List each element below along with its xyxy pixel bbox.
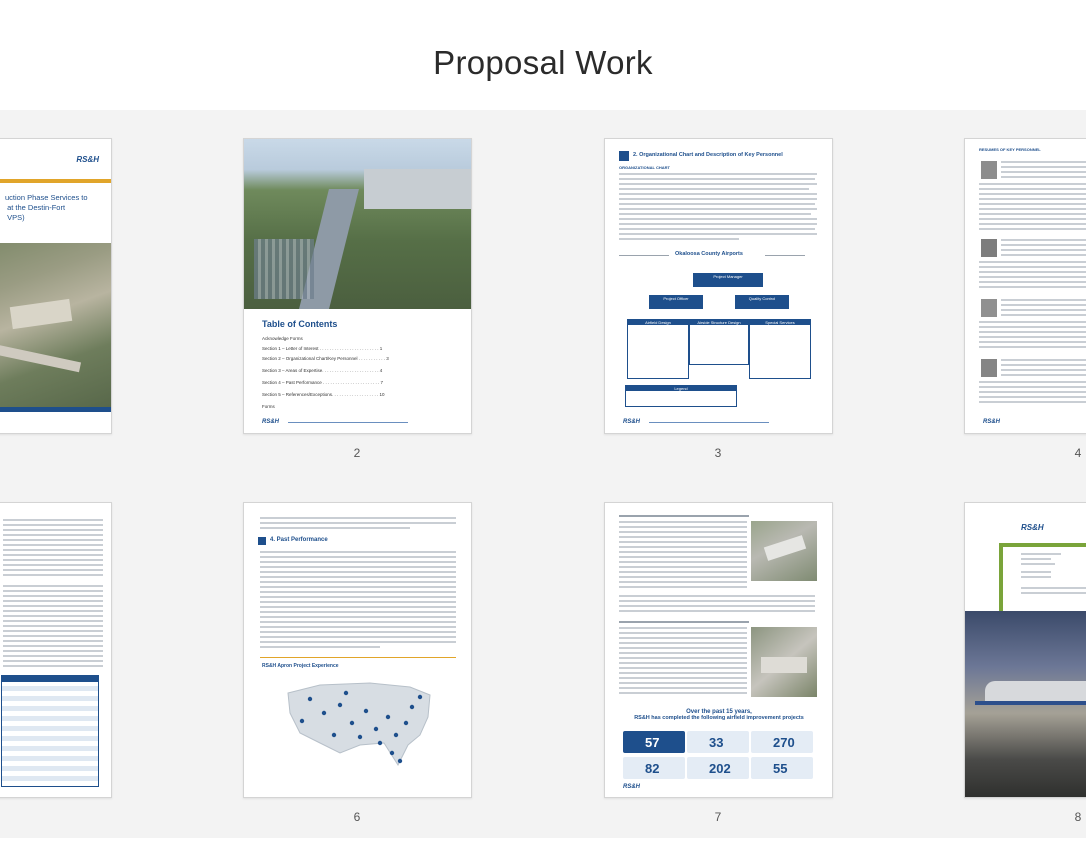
org-legend: Legend bbox=[625, 385, 737, 407]
stat-tile: 270 bbox=[751, 731, 813, 753]
page-number: 8 bbox=[1074, 810, 1082, 824]
page-thumbnail-4[interactable] bbox=[964, 138, 1086, 434]
page-title: Proposal Work bbox=[433, 44, 653, 81]
resume-heading: RESUMES OF KEY PERSONNEL bbox=[979, 147, 1041, 152]
section-heading: 2. Organizational Chart and Description of Key Personnel bbox=[633, 152, 783, 158]
brand-logo: RS&H bbox=[76, 155, 99, 164]
org-chart-title: Okaloosa County Airports bbox=[675, 251, 743, 257]
data-table bbox=[1, 675, 99, 787]
us-map-image bbox=[280, 673, 440, 773]
page-number: 7 bbox=[714, 810, 722, 824]
toc-item: Section 3 – Areas of Expertise. . . . . . . . . . . . . . . . . . . . . . . 4 bbox=[262, 368, 383, 373]
section-icon bbox=[619, 151, 629, 161]
section-icon bbox=[258, 537, 266, 545]
page-thumbnail-6[interactable] bbox=[243, 502, 472, 798]
toc-item: Section 5 – References/Exceptions. . . . . . . . . . . . . . . . . . . 10 bbox=[262, 392, 385, 397]
headshot-image bbox=[981, 161, 997, 179]
subheading: ORGANIZATIONAL CHART bbox=[619, 165, 670, 170]
stat-tile: 82 bbox=[623, 757, 685, 779]
proposal-gallery bbox=[0, 110, 1086, 838]
toc-item: Section 4 – Past Performance . . . . . . . . . . . . . . . . . . . . . . . 7 bbox=[262, 380, 384, 385]
page-thumbnail-8[interactable] bbox=[964, 502, 1086, 798]
toc-item: Forms bbox=[262, 404, 275, 409]
section-heading: 4. Past Performance bbox=[270, 537, 328, 543]
page-thumbnail-7[interactable] bbox=[604, 502, 833, 798]
footer-bar bbox=[0, 407, 111, 412]
toc-item: Section 2 – Organizational Chart/Key Personnel . . . . . . . . . . . 3 bbox=[262, 356, 389, 361]
page-thumbnail-5[interactable] bbox=[0, 502, 112, 798]
apron-aerial-image bbox=[751, 627, 817, 697]
toc-title: Table of Contents bbox=[262, 319, 338, 329]
stat-tile: 55 bbox=[751, 757, 813, 779]
brand-logo: RS&H bbox=[983, 419, 1001, 425]
page-thumbnail-3[interactable] bbox=[604, 138, 833, 434]
stats-banner: Over the past 15 years, RS&H has completed the following airfield improvement projects bbox=[634, 709, 804, 721]
toc-item: Section 1 – Letter of Interest . . . . . . . . . . . . . . . . . . . . . . . . 1 bbox=[262, 346, 383, 351]
stat-tile: 202 bbox=[687, 757, 749, 779]
org-group-special: Special Services bbox=[749, 319, 811, 379]
accent-bar bbox=[0, 179, 111, 183]
page-thumbnail-1[interactable] bbox=[0, 138, 112, 434]
page-number: 4 bbox=[1074, 446, 1082, 460]
page-number: 3 bbox=[714, 446, 722, 460]
org-box-project-manager: Project Manager bbox=[693, 273, 763, 287]
headshot-image bbox=[981, 359, 997, 377]
stat-tile: 57 bbox=[623, 731, 685, 753]
org-group-airfield: Airfield Design bbox=[627, 319, 689, 379]
brand-logo: RS&H bbox=[1021, 523, 1044, 532]
brand-logo: RS&H bbox=[262, 419, 280, 425]
cover-aerial-image bbox=[0, 243, 111, 407]
headshot-image bbox=[981, 299, 997, 317]
aircraft-gate-photo bbox=[965, 611, 1086, 797]
map-title: RS&H Apron Project Experience bbox=[262, 663, 339, 669]
terminal-photo bbox=[244, 139, 471, 309]
page-thumbnail-2[interactable] bbox=[243, 138, 472, 434]
airport-aerial-image bbox=[751, 521, 817, 581]
headshot-image bbox=[981, 239, 997, 257]
cover-title: uction Phase Services to at the Destin-Fort VPS) bbox=[5, 193, 88, 222]
page-number: 6 bbox=[353, 810, 361, 824]
stat-tile: 33 bbox=[687, 731, 749, 753]
page-number: 2 bbox=[353, 446, 361, 460]
brand-logo: RS&H bbox=[623, 784, 641, 790]
brand-logo: RS&H bbox=[623, 419, 641, 425]
divider bbox=[260, 657, 456, 658]
org-group-structure: Airside Structure Design bbox=[689, 319, 749, 365]
toc-item: Acknowledge Forms bbox=[262, 336, 303, 341]
org-box-project-officer: Project Officer bbox=[649, 295, 703, 309]
org-box-quality-control: Quality Control bbox=[735, 295, 789, 309]
